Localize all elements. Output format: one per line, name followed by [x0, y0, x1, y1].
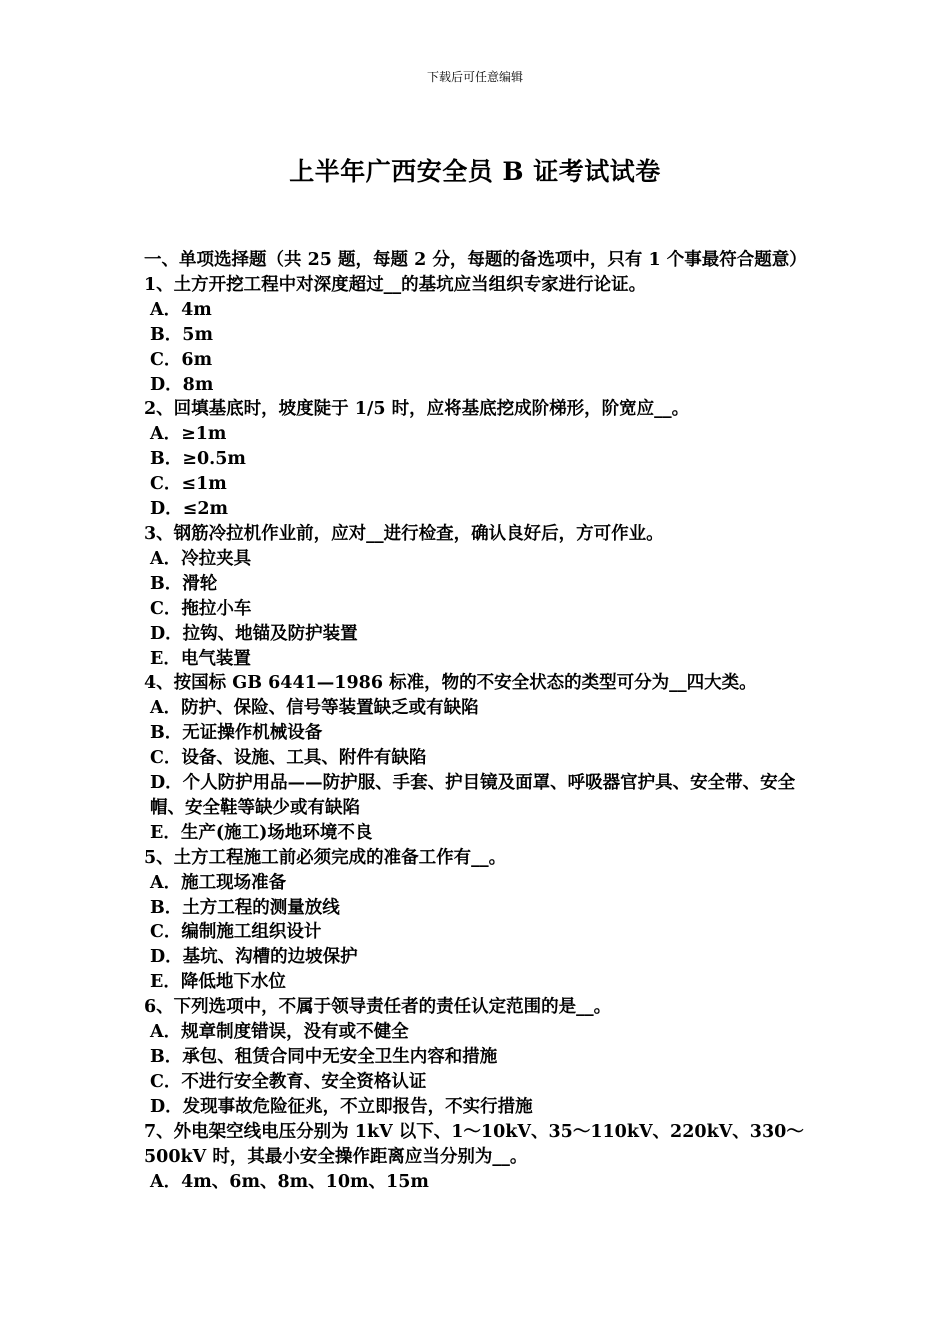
question-3-option-a: A．冷拉夹具 — [150, 548, 252, 569]
question-list — [144, 248, 824, 1194]
question-6-option-a: A．规章制度错误，没有或不健全 — [150, 1022, 409, 1043]
question-4-option-c: C．设备、设施、工具、附件有缺陷 — [150, 748, 427, 769]
question-7-stem: 7、外电架空线电压分别为 1kV 以下、1～10kV、35～110kV、220kV、330～500kV 时，其最小安全操作距离应当分别为__。 — [144, 1121, 804, 1167]
question-2-option-d: D．≤2m — [150, 499, 229, 520]
question-4-option-d: D．个人防护用品——防护服、手套、护目镜及面罩、呼吸器官护具、安全带、安全帽、安全鞋等缺少或有缺陷 — [150, 773, 796, 818]
question-1-option-d: D．8m — [150, 374, 214, 395]
question-6-option-c: C．不进行安全教育、安全资格认证 — [150, 1071, 427, 1092]
question-7-option-a: A．4m、6m、8m、10m、15m — [150, 1171, 429, 1192]
question-5-option-a: A．施工现场准备 — [150, 872, 287, 893]
question-1-option-a: A．4m — [150, 299, 212, 320]
question-3-option-d: D．拉钩、地锚及防护装置 — [150, 623, 358, 644]
question-4-stem: 4、按国标 GB 6441—1986 标准，物的不安全状态的类型可分为__四大类。 — [144, 673, 757, 694]
question-6-option-b: B．承包、租赁合同中无安全卫生内容和措施 — [150, 1047, 498, 1067]
question-5-option-d: D．基坑、沟槽的边坡保护 — [150, 947, 358, 968]
question-4-option-e: E．生产(施工)场地环境不良 — [150, 822, 373, 843]
question-3-option-b: B．滑轮 — [150, 573, 218, 594]
question-1-option-b: B．5m — [150, 324, 213, 345]
question-3-stem: 3、钢筋冷拉机作业前，应对__进行检查，确认良好后，方可作业。 — [144, 523, 664, 544]
question-3-option-c: C．拖拉小车 — [150, 598, 252, 619]
question-5-option-e: E．降低地下水位 — [150, 972, 286, 993]
question-6-option-d: D．发现事故危险征兆，不立即报告，不实行措施 — [150, 1096, 533, 1117]
question-3-option-e: E．电气装置 — [150, 648, 251, 669]
question-2-stem: 2、回填基底时，坡度陡于 1/5 时，应将基底挖成阶梯形，阶宽应__。 — [144, 399, 690, 420]
question-4-option-b: B．无证操作机械设备 — [150, 723, 323, 744]
question-2-option-b: B．≥0.5m — [150, 449, 246, 470]
question-2-option-a: A．≥1m — [150, 424, 227, 445]
question-5-option-b: B．土方工程的测量放线 — [150, 897, 340, 918]
question-5-stem: 5、土方工程施工前必须完成的准备工作有__。 — [144, 847, 507, 868]
question-1-option-c: C．6m — [150, 349, 213, 370]
question-6-stem: 6、下列选项中，不属于领导责任者的责任认定范围的是__。 — [144, 997, 612, 1018]
question-5-option-c: C．编制施工组织设计 — [150, 922, 322, 943]
question-2-option-c: C．≤1m — [150, 474, 227, 495]
section-heading: 一、单项选择题（共 25 题，每题 2 分，每题的备选项中，只有 1 个事最符合题意） — [144, 250, 807, 270]
header-note: 下载后可任意编辑 — [426, 70, 523, 84]
question-4-option-a: A．防护、保险、信号等装置缺乏或有缺陷 — [150, 698, 479, 719]
question-1-stem: 1、土方开挖工程中对深度超过__的基坑应当组织专家进行论证。 — [144, 274, 647, 295]
page-title: 上半年广西安全员 B 证考试试卷 — [289, 157, 661, 186]
